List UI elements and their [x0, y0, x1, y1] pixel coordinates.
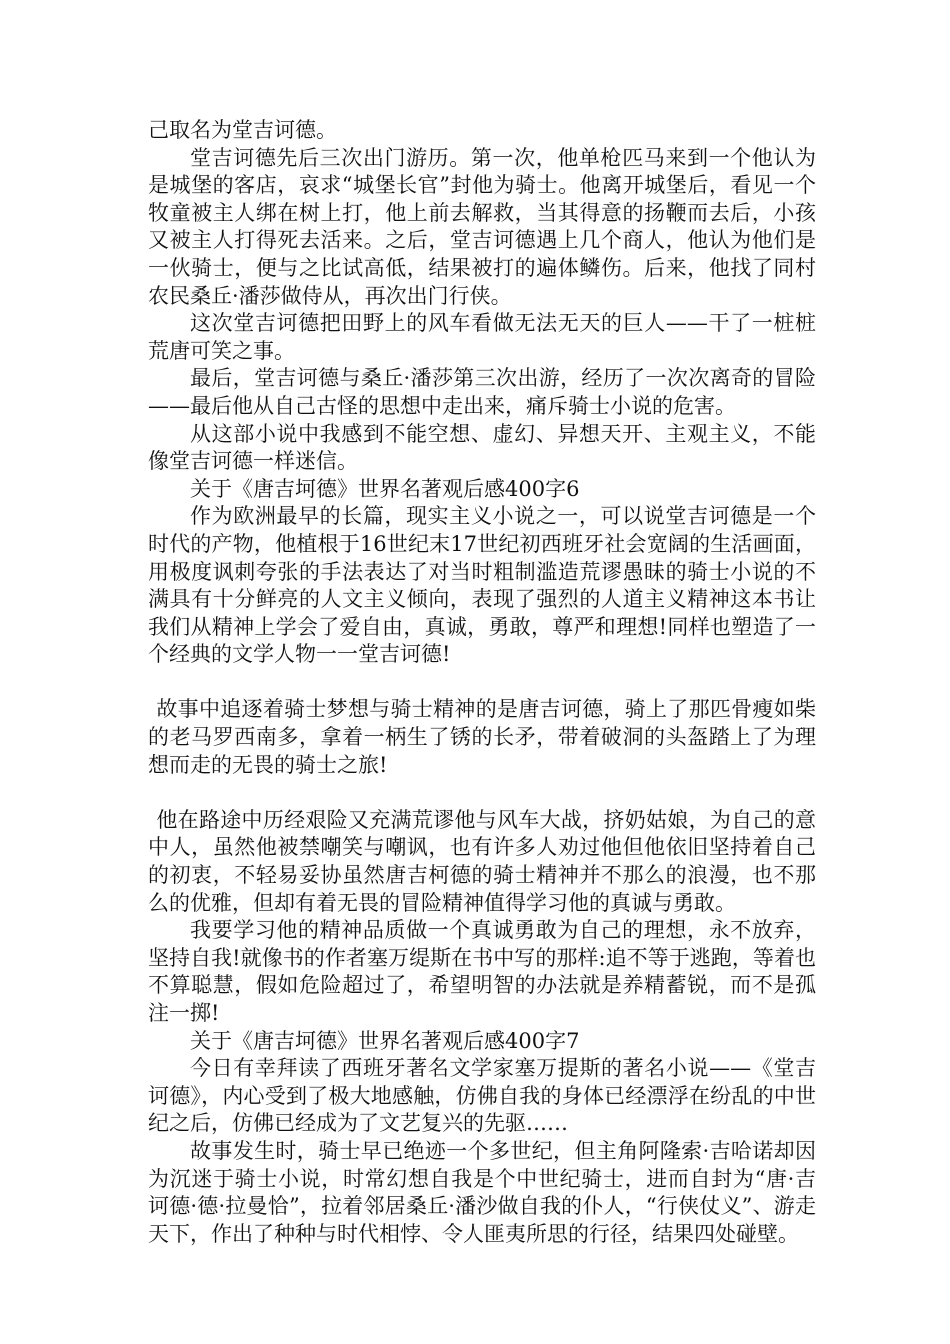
paragraph-8: 他在路途中历经艰险又充满荒谬他与风车大战，挤奶姑娘，为自己的意中人，虽然他被禁嘲笑与嘲讽，也有许多人劝过他但他依旧坚持着自己的初衷，不轻易妥协虽然唐吉柯德的骑士精神并不那么的浪漫，也不那么的优雅，但却有着无畏的冒险精神值得学习他的真诚与勇敢。 [148, 807, 816, 915]
section-heading-7: 关于《唐吉坷德》世界名著观后感400字7 [190, 1028, 580, 1053]
section-heading-6: 关于《唐吉坷德》世界名著观后感400字6 [190, 476, 580, 501]
paragraph-5: 从这部小说中我感到不能空想、虚幻、异想天开、主观主义，不能像堂吉诃德一样迷信。 [148, 421, 816, 474]
paragraph-11: 故事发生时，骑士早已绝迹一个多世纪，但主角阿隆索·吉哈诺却因为沉迷于骑士小说，时常幻想自我是个中世纪骑士，进而自封为“唐·吉诃德·德·拉曼恰”，拉着邻居桑丘·潘沙做自我的仆人，“行侠仗义”、游走天下，作出了种种与时代相悖、令人匪夷所思的行径，结果四处碰壁。 [148, 1138, 816, 1246]
paragraph-1: 己取名为堂吉诃德。 [148, 118, 337, 142]
paragraph-9: 我要学习他的精神品质做一个真诚勇敢为自己的理想，永不放弃，坚持自我!就像书的作者塞万缇斯在书中写的那样:追不等于逃跑，等着也不算聪慧，假如危险超过了，希望明智的办法就是养精蓄锐，而不是孤注一掷! [148, 918, 816, 1025]
paragraph-7: 故事中追逐着骑士梦想与骑士精神的是唐吉诃德，骑上了那匹骨瘦如柴的老马罗西南多，拿着一柄生了锈的长矛，带着破洞的头盔踏上了为理想而走的无畏的骑士之旅! [148, 697, 816, 777]
paragraph-6: 作为欧洲最早的长篇，现实主义小说之一，可以说堂吉诃德是一个时代的产物，他植根于16世纪末17世纪初西班牙社会宽阔的生活画面，用极度讽刺夸张的手法表达了对当时粗制滥造荒谬愚昧的骑士小说的不满具有十分鲜亮的人文主义倾向，表现了强烈的人道主义精神这本书让我们从精神上学会了爱自由，真诚，勇敢，尊严和理想!同样也塑造了一个经典的文学人物一一堂吉诃德! [148, 504, 816, 667]
paragraph-3: 这次堂吉诃德把田野上的风车看做无法无天的巨人——干了一桩桩荒唐可笑之事。 [148, 311, 816, 363]
blank-line [148, 669, 816, 697]
paragraph-2: 堂吉诃德先后三次出门游历。第一次，他单枪匹马来到一个他认为是城堡的客店，哀求“城堡长官”封他为骑士。他离开城堡后，看见一个牧童被主人绑在树上打，他上前去解救，当其得意的扬鞭而去后，小孩又被主人打得死去活来。之后，堂吉诃德遇上几个商人，他认为他们是一伙骑士，便与之比试高低，结果被打的遍体鳞伤。后来，他找了同村农民桑丘·潘莎做侍从，再次出门行侠。 [148, 145, 816, 308]
paragraph-4: 最后，堂吉诃德与桑丘·潘莎第三次出游，经历了一次次离奇的冒险——最后他从自己古怪的思想中走出来，痛斥骑士小说的危害。 [148, 366, 816, 418]
document-body [148, 117, 816, 1248]
paragraph-10: 今日有幸拜读了西班牙著名文学家塞万提斯的著名小说——《堂吉诃德》，内心受到了极大地感触，仿佛自我的身体已经漂浮在纷乱的中世纪之后，仿佛已经成为了文艺复兴的先驱…… [148, 1056, 816, 1136]
blank-line [148, 779, 816, 807]
